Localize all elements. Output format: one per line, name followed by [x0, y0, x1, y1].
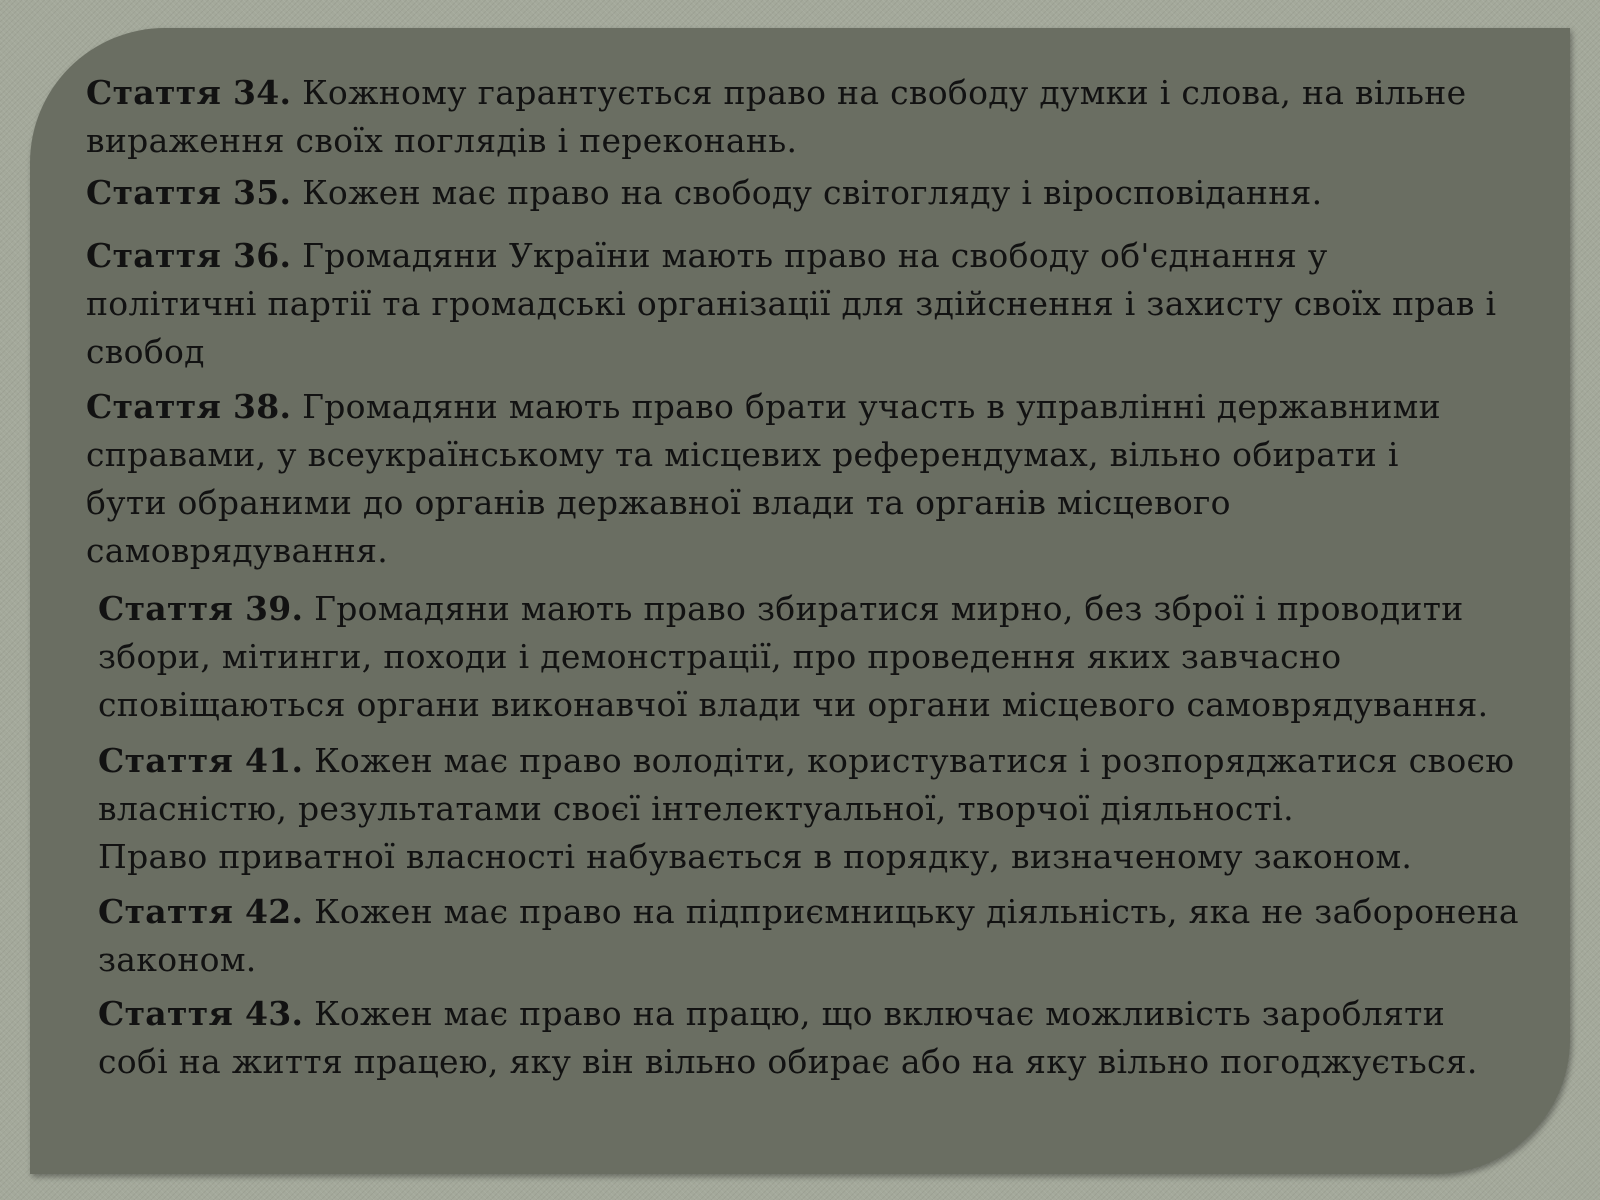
article-35-line-1: Стаття 35. Кожен має право на свободу світогляду і віросповідання. — [86, 173, 1323, 212]
article-38-line-4: самоврядування. — [86, 531, 388, 570]
article-39 — [98, 585, 1488, 729]
article-34 — [86, 69, 1466, 165]
article-43-label: Стаття 43. — [98, 994, 304, 1033]
article-42-label: Стаття 42. — [98, 892, 304, 931]
article-38-line-3: бути обраними до органів державної влади та органів місцевого — [86, 483, 1231, 522]
article-43 — [98, 990, 1478, 1086]
article-42-line-2: законом. — [98, 940, 257, 979]
article-41-line-1: Стаття 41. Кожен має право володіти, користуватися і розпоряджатися своєю — [98, 741, 1515, 780]
article-39-line-1: Стаття 39. Громадяни мають право збиратися мирно, без зброї і проводити — [98, 589, 1464, 628]
article-42 — [98, 888, 1519, 984]
article-36-label: Стаття 36. — [86, 236, 292, 275]
article-43-line-1: Стаття 43. Кожен має право на працю, що включає можливість заробляти — [98, 994, 1446, 1033]
article-35-label: Стаття 35. — [86, 173, 292, 212]
article-38-line-1: Стаття 38. Громадяни мають право брати участь в управлінні державними — [86, 387, 1441, 426]
article-34-line-1: Стаття 34. Кожному гарантується право на свободу думки і слова, на вільне — [86, 73, 1467, 112]
article-36 — [86, 232, 1496, 376]
article-43-line-2: собі на життя працею, яку він вільно обирає або на яку вільно погоджується. — [98, 1042, 1478, 1081]
article-39-line-3: сповіщаються органи виконавчої влади чи органи місцевого самоврядування. — [98, 685, 1489, 724]
article-38-line-2: справами, у всеукраїнському та місцевих референдумах, вільно обирати і — [86, 435, 1399, 474]
article-34-label: Стаття 34. — [86, 73, 292, 112]
article-42-line-1: Стаття 42. Кожен має право на підприємницьку діяльність, яка не заборонена — [98, 892, 1519, 931]
article-39-label: Стаття 39. — [98, 589, 304, 628]
article-41-label: Стаття 41. — [98, 741, 304, 780]
article-38-label: Стаття 38. — [86, 387, 292, 426]
article-38 — [86, 383, 1441, 575]
article-41-line-3: Право приватної власності набувається в порядку, визначеному законом. — [98, 837, 1413, 876]
article-39-line-2: збори, мітинги, походи і демонстрації, про проведення яких завчасно — [98, 637, 1342, 676]
article-41-line-2: власністю, результатами своєї інтелектуальної, творчої діяльності. — [98, 789, 1294, 828]
article-34-line-2: вираження своїх поглядів і переконань. — [86, 121, 798, 160]
article-35 — [86, 169, 1322, 217]
article-36-line-2: політичні партії та громадські організації для здійснення і захисту своїх прав і — [86, 284, 1497, 323]
article-36-line-3: свобод — [86, 332, 205, 371]
article-36-line-1: Стаття 36. Громадяни України мають право на свободу об'єднання у — [86, 236, 1328, 275]
article-41 — [98, 737, 1514, 881]
